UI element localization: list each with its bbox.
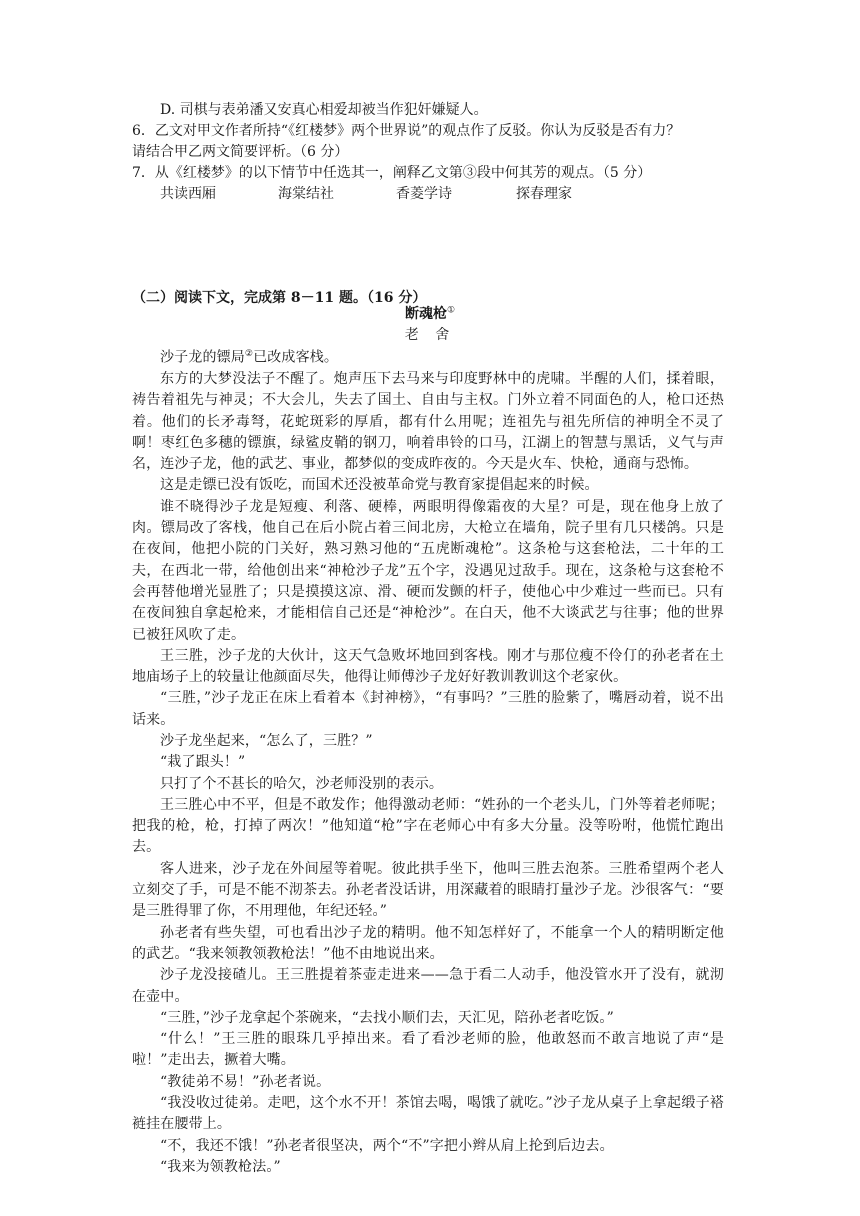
story-title-text: 断魂枪: [404, 306, 447, 322]
story-paragraph: 沙子龙没接碴儿。王三胜提着茶壶走进来——急于看二人动手，他没管水开了没有，就沏在壶中。: [132, 967, 724, 1005]
question-7-line1: 7．从《红楼梦》的以下情节中任选其一，阐释乙文第③段中何其芳的观点。（5 分）: [132, 165, 652, 181]
question-6-line1: 6．乙文对甲文作者所持“《红楼梦》两个世界说”的观点作了反驳。你认为反驳是否有力？: [132, 123, 681, 139]
plot-option: 海棠结社: [278, 186, 334, 202]
story-paragraph: 孙老者有些失望，可也看出沙子龙的精明。他不知怎样好了，不能拿一个人的精明断定他的武艺。“我来领教领教枪法！”他不由地说出来。: [132, 924, 724, 962]
story-paragraph: “教徒弟不易！”孙老者说。: [160, 1073, 331, 1090]
story-paragraph: “三胜，”沙子龙正在床上看着本《封神榜》，“有事吗？”三胜的脸紫了，嘴唇动着，说不出话来。: [132, 690, 724, 728]
story-paragraph: “我来为领教枪法。”: [160, 1158, 281, 1175]
story-paragraph: 客人进来，沙子龙在外间屋等着呢。彼此拱手坐下，他叫三胜去泡茶。三胜希望两个老人立刻交了手，可是不能不沏茶去。孙老者没话讲，用深藏着的眼睛打量沙子龙。沙很客气：“要是三胜得罪了你，不用理他，年纪还轻。”: [132, 860, 724, 920]
story-paragraph: 只打了个不甚长的哈欠，沙老师没别的表示。: [160, 775, 443, 792]
story-paragraph: “不，我还不饿！”孙老者很坚决，两个“不”字把小辫从肩上抡到后边去。: [160, 1137, 614, 1154]
story-paragraph: “栽了跟头！”: [160, 754, 246, 771]
paragraph-text: 沙子龙的镖局: [160, 349, 245, 366]
story-paragraph: 王三胜心中不平，但是不敢发作；他得激动老师：“姓孙的一个老头儿，门外等着老师呢；把我的枪，枪，打掉了两次！”他知道“枪”字在老师心中有多大分量。没等吩咐，他慌忙跑出去。: [132, 796, 724, 856]
questions-top: [132, 100, 724, 205]
footnote-mark: ②: [244, 349, 254, 359]
option-d: D. 司棋与表弟潘又安真心相爱却被当作犯奸嫌疑人。: [160, 102, 488, 118]
title-footnote-mark: ①: [446, 305, 456, 316]
story-title: [0, 303, 860, 323]
paragraph-text: 已改成客栈。: [253, 349, 339, 366]
plot-option: 香菱学诗: [396, 186, 452, 202]
story-paragraph: 沙子龙坐起来，“怎么了，三胜？”: [160, 733, 373, 749]
plot-option: 探春理家: [516, 186, 572, 202]
story-body: [132, 344, 724, 1178]
plot-option: 共读西厢: [160, 186, 216, 202]
story-paragraph: “三胜，”沙子龙拿起个茶碗来，“去找小顺们去，天汇见，陪孙老者吃饭。”: [160, 1009, 614, 1026]
story-paragraph: [132, 344, 724, 369]
story-paragraph: 东方的大梦没法子不醒了。炮声压下去马来与印度野林中的虎啸。半醒的人们，揉着眼，祷告着祖先与神灵；不大会儿，失去了国土、自由与主权。门外立着不同面色的人，枪口还热着。他们的长矛毒弩，花蛇斑彩的厚盾，都有什么用呢；连祖先与祖先所信的神明全不灵了啊！枣红色多穗的镖旗，绿鲨皮鞘的钢刀，响着串铃的口马，江湖上的智慧与黑话，义气与声名，连沙子龙，他的武艺、事业，都梦似的变成昨夜的。今天是火车、快枪，通商与恐怖。: [132, 370, 724, 473]
story-paragraph: 谁不晓得沙子龙是短瘦、利落、硬棒，两眼明得像霜夜的大星？可是，现在他身上放了肉。镖局改了客栈，他自己在后小院占着三间北房，大枪立在墙角，院子里有几只楼鸽。只是在夜间，他把小院的门关好，熟习熟习他的“五虎断魂枪”。这条枪与这套枪法，二十年的工夫，在西北一带，给他创出来“神枪沙子龙”五个字，没遇见过敌手。现在，这条枪与这套枪不会再替他增光显胜了；只是摸摸这凉、滑、硬而发颤的杆子，使他心中少难过一些而已。只有在夜间独自拿起枪来，才能相信自己还是“神枪沙”。在白天，他不大谈武艺与往事；他的世界已被狂风吹了走。: [132, 498, 724, 643]
section-heading: （二）阅读下文，完成第 8－11 题。（16 分）: [132, 290, 427, 306]
story-paragraph: “什么！”王三胜的眼珠几乎掉出来。看了看沙老师的脸，他敢怒而不敢言地说了声“是啦！”走出去，撅着大嘴。: [132, 1031, 724, 1069]
story-paragraph: 这是走镖已没有饭吃，而国术还没被革命党与教育家提倡起来的时候。: [160, 477, 599, 494]
story-author: 老 舍: [404, 327, 456, 343]
question-6-line2: 请结合甲乙两文简要评析。（6 分）: [132, 144, 349, 160]
story-paragraph: 王三胜，沙子龙的大伙计，这天气急败坏地回到客栈。刚才与那位瘦不伶仃的孙老者在土地庙场子上的较量让他颜面尽失，他得让师傅沙子龙好好教训教训这个老家伙。: [132, 647, 724, 686]
story-paragraph: “我没收过徒弟。走吧，这个水不开！茶馆去喝，喝饿了就吃。”沙子龙从桌子上拿起缎子褡裢挂在腰带上。: [132, 1095, 724, 1133]
question-7-plots: [132, 184, 724, 205]
